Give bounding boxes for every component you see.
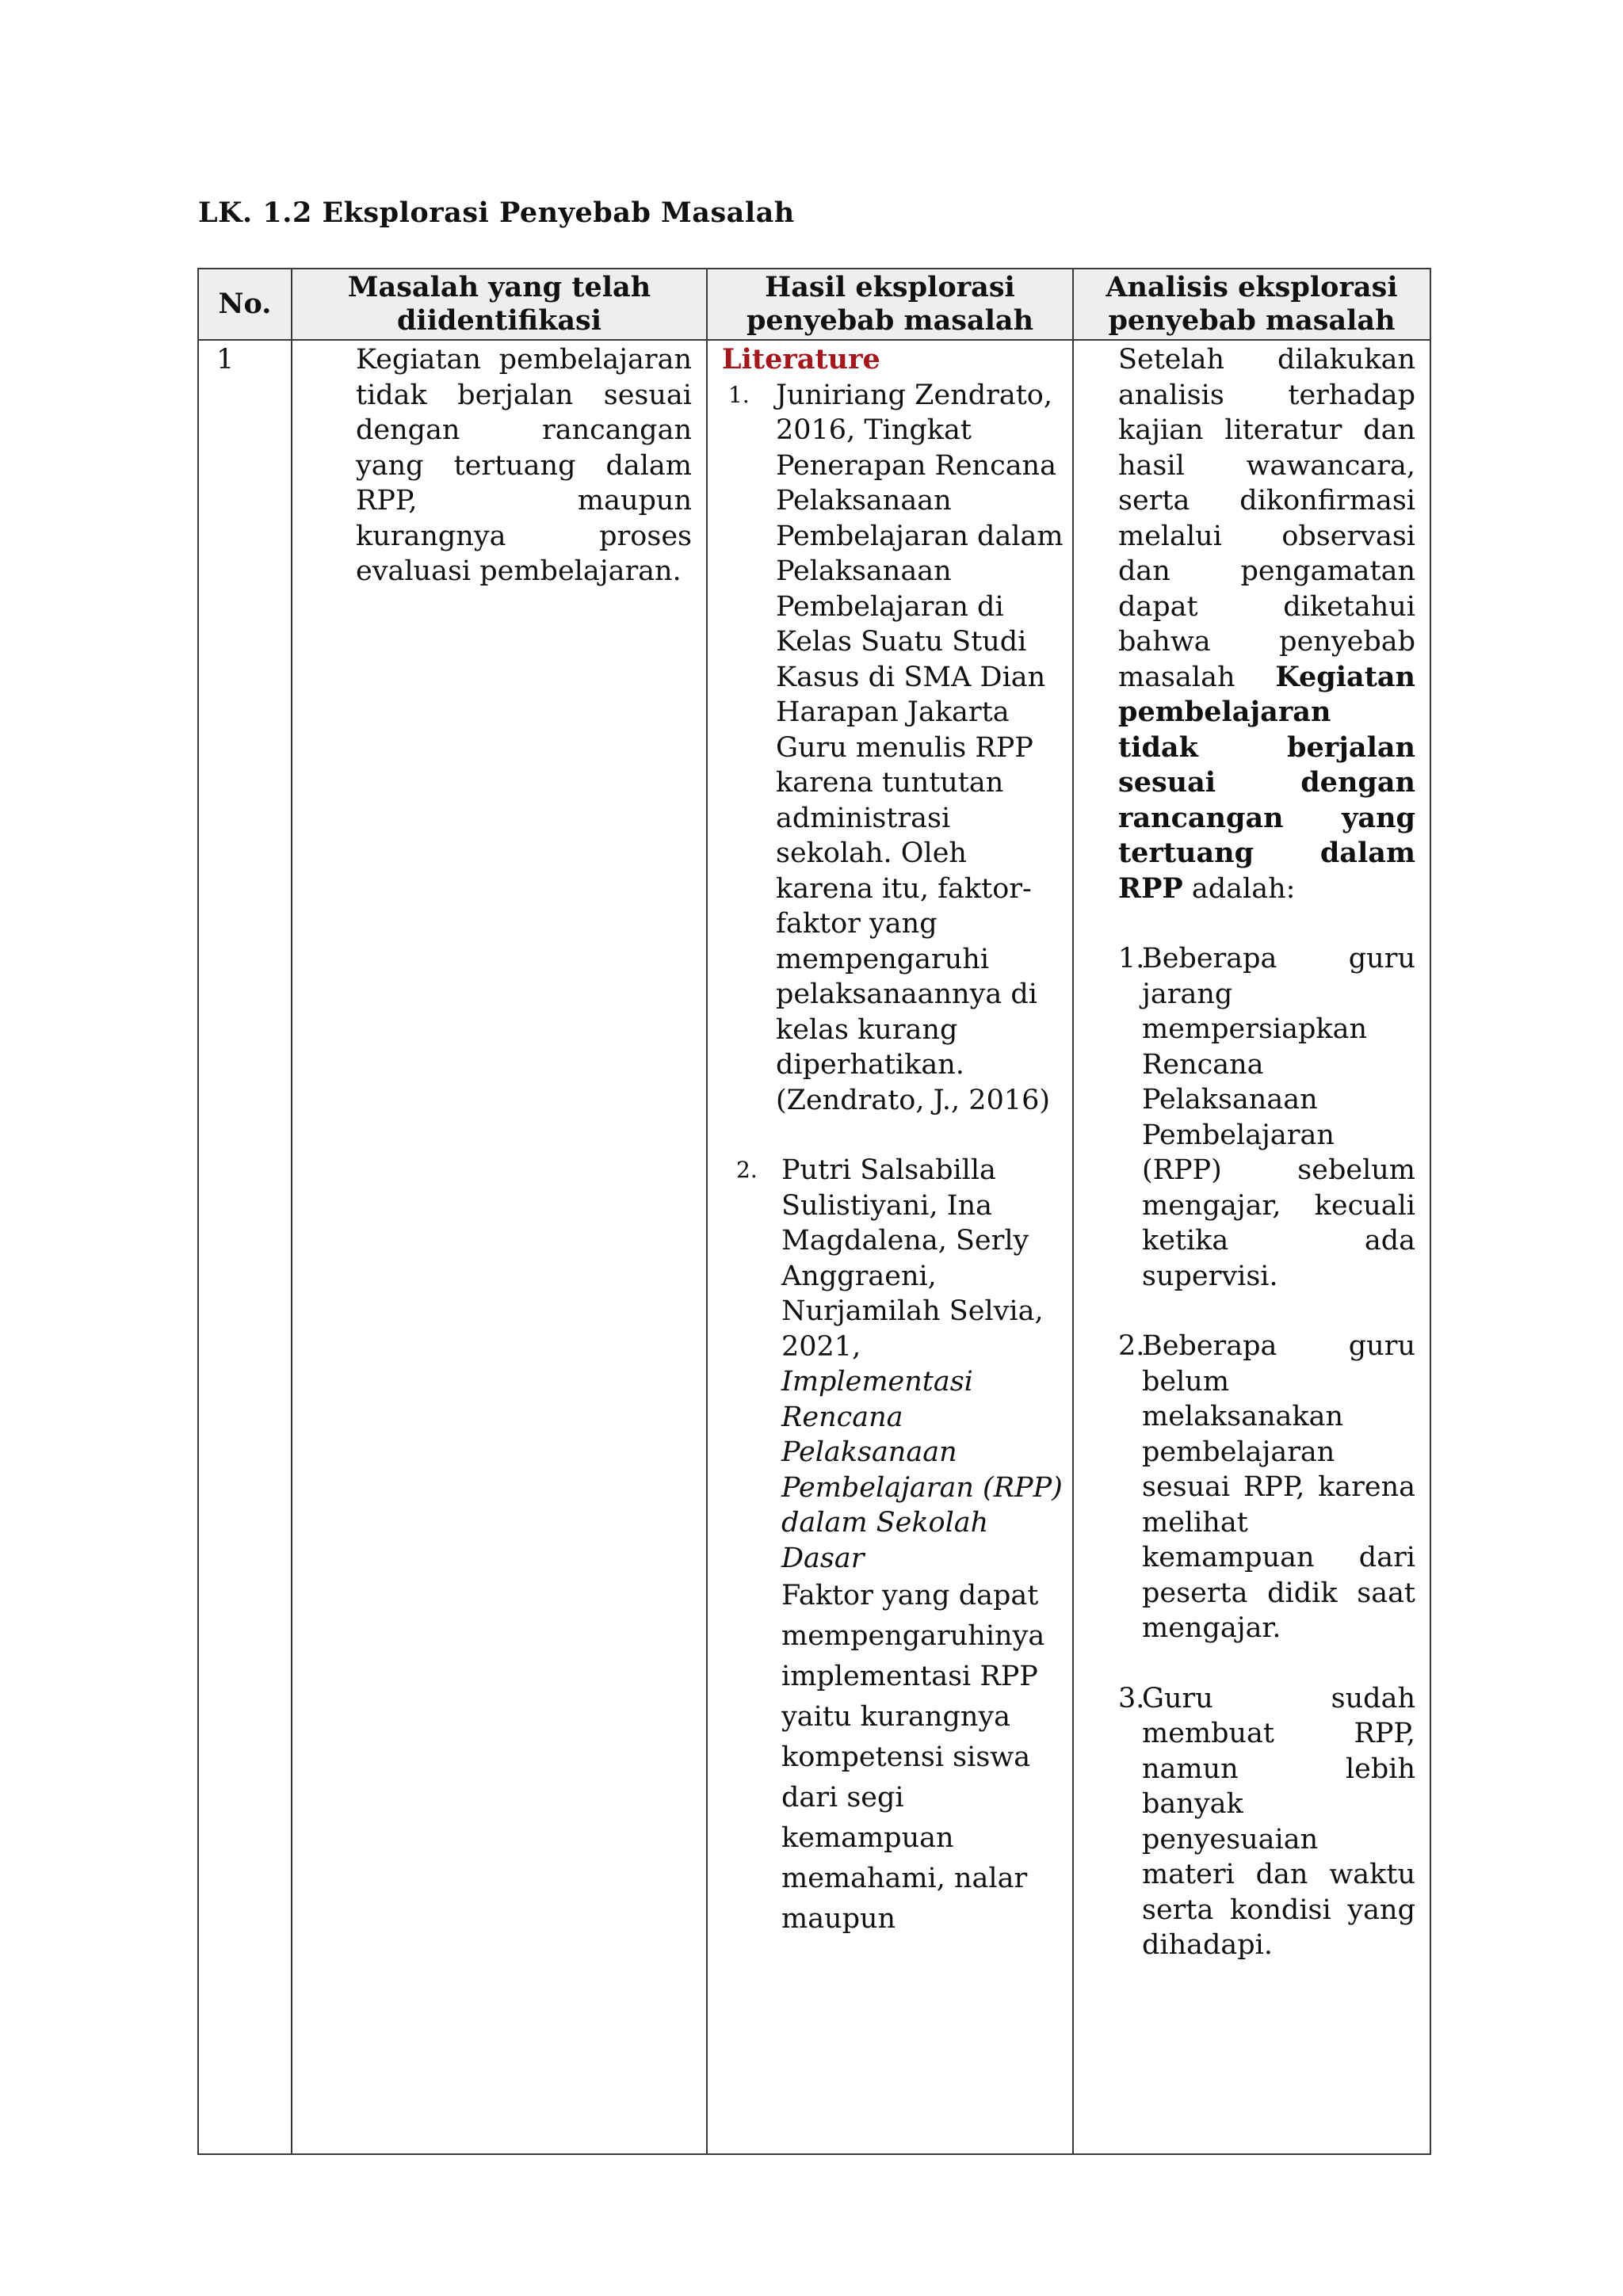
reference-1-summary: Guru menulis RPP karena tuntutan administrasi sekolah. Oleh karena itu, faktor-faktor yang mempengaruhi pelaksanaannya di kelas kurang diperhatikan. (Zendrato, J., 2016) bbox=[776, 731, 1051, 1116]
reference-2 bbox=[722, 1153, 1066, 1939]
literature-label: Literature bbox=[722, 343, 880, 376]
analysis-list bbox=[1118, 941, 1415, 1963]
analysis-intro bbox=[1118, 342, 1415, 906]
table-row bbox=[198, 340, 1430, 2154]
row-number: 1 bbox=[198, 340, 292, 2154]
header-masalah: Masalah yang telah diidentifikasi bbox=[292, 269, 707, 340]
list-item-text: Beberapa guru jarang mempersiapkan Rencana Pelaksanaan Pembelajaran (RPP) sebelum mengajar, kecuali ketika ada supervisi. bbox=[1142, 943, 1415, 1292]
problem-cell bbox=[292, 340, 707, 2154]
list-item-number: 3. bbox=[1118, 1682, 1145, 1714]
page-title: LK. 1.2 Eksplorasi Penyebab Masalah bbox=[198, 196, 795, 229]
list-item bbox=[1118, 941, 1415, 1294]
list-item bbox=[1118, 1681, 1415, 1963]
list-item-text: Guru sudah membuat RPP, namun lebih banyak penyesuaian materi dan waktu serta kondisi yang dihadapi. bbox=[1142, 1682, 1415, 1961]
reference-1-citation: Juniriang Zendrato, 2016, Tingkat Penerapan Rencana Pelaksanaan Pembelajaran dalam Pelaksanaan Pembelajaran di Kelas Suatu Studi Kasus di SMA Dian Harapan Jakarta bbox=[776, 379, 1064, 728]
list-item bbox=[1118, 1329, 1415, 1646]
analysis-cell bbox=[1073, 340, 1430, 2154]
reference-2-title: Implementasi Rencana Pelaksanaan Pembelajaran (RPP) dalam Sekolah Dasar bbox=[781, 1366, 1063, 1574]
reference-2-number: 2. bbox=[736, 1157, 758, 1183]
list-item-text: Beberapa guru belum melaksanakan pembelajaran sesuai RPP, karena melihat kemampuan dari peserta didik saat mengajar. bbox=[1142, 1330, 1415, 1644]
exploration-table bbox=[197, 268, 1431, 2155]
problem-text: Kegiatan pembelajaran tidak berjalan sesuai dengan rancangan yang tertuang dalam RPP, maupun kurangnya proses evaluasi pembelajaran. bbox=[356, 344, 692, 587]
list-item-number: 2. bbox=[1118, 1330, 1145, 1362]
exploration-cell bbox=[707, 340, 1073, 2154]
reference-1-number: 1. bbox=[728, 381, 750, 408]
reference-2-authors: Putri Salsabilla Sulistiyani, Ina Magdalena, Serly Anggraeni, Nurjamilah Selvia, 2021, bbox=[781, 1154, 1044, 1363]
header-no: No. bbox=[198, 269, 292, 340]
header-hasil: Hasil eksplorasi penyebab masalah bbox=[707, 269, 1073, 340]
header-analisis: Analisis eksplorasi penyebab masalah bbox=[1073, 269, 1430, 340]
analysis-problem-bold: Kegiatan pembelajaran tidak berjalan sesuai dengan rancangan yang tertuang dalam RPP bbox=[1118, 660, 1415, 905]
table-header-row bbox=[198, 269, 1430, 340]
analysis-intro-end: adalah: bbox=[1191, 872, 1296, 905]
reference-2-summary: Faktor yang dapat mempengaruhinya implementasi RPP yaitu kurangnya kompetensi siswa dari segi kemampuan memahami, nalar maupun bbox=[781, 1580, 1045, 1935]
list-item-number: 1. bbox=[1118, 943, 1145, 974]
reference-1 bbox=[722, 378, 1066, 1119]
analysis-intro-text: Setelah dilakukan analisis terhadap kajian literatur dan hasil wawancara, serta dikonfirmasi melalui observasi dan pengamatan dapat diketahui bahwa penyebab masalah bbox=[1118, 344, 1415, 693]
